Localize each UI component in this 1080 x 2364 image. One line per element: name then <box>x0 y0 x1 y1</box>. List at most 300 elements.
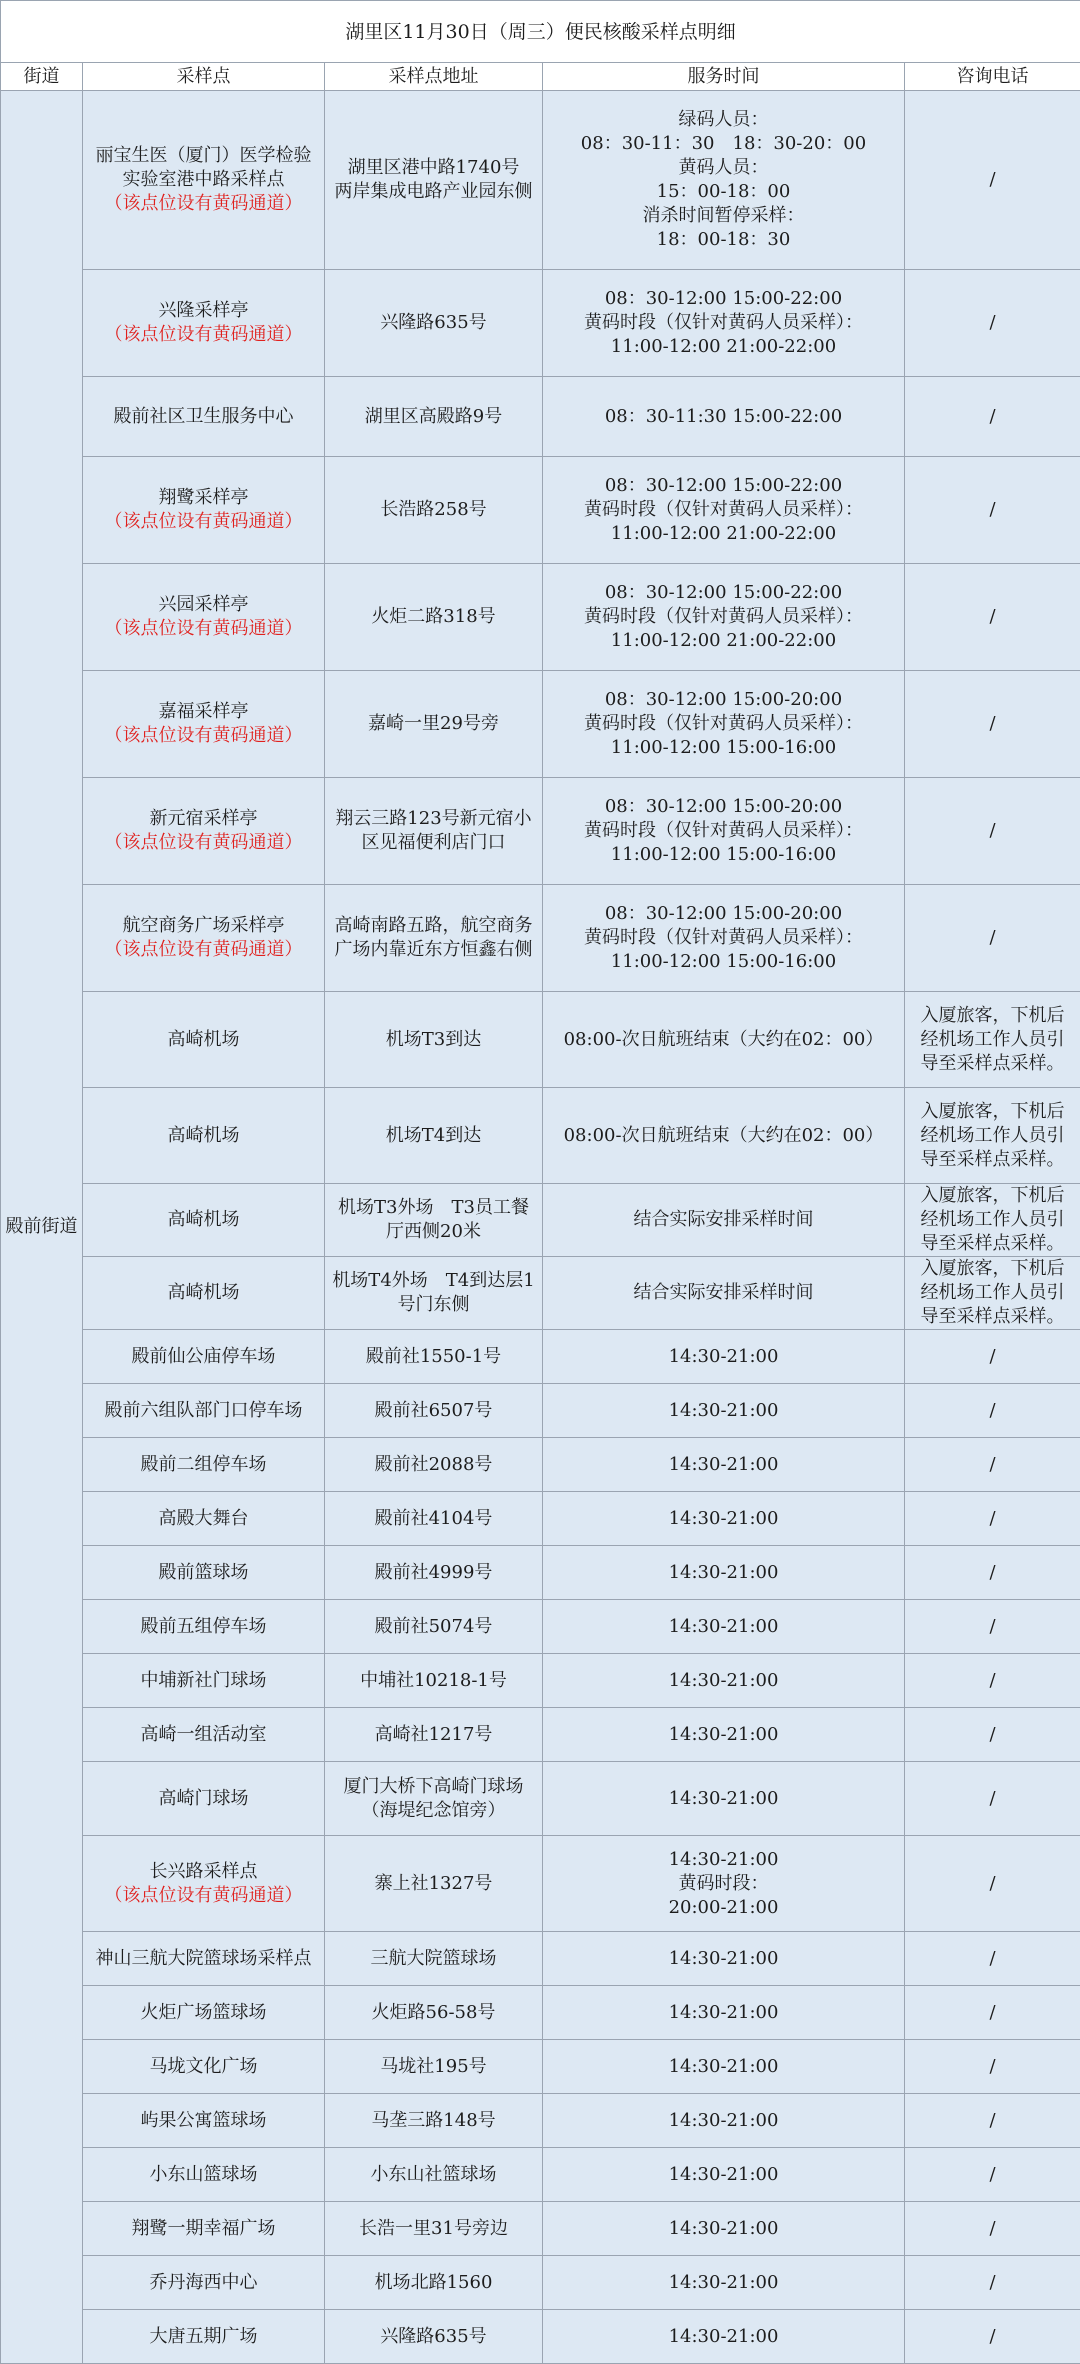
table-row <box>1 1932 1080 1986</box>
address-line: 兴隆路635号 <box>329 2325 538 2349</box>
service-hours-line: 14:30-21:00 <box>547 1723 900 1747</box>
yellow-code-note: （该点位设有黄码通道） <box>87 831 320 855</box>
service-hours-cell <box>543 1438 905 1492</box>
address-cell <box>325 2040 543 2094</box>
service-hours-line: 结合实际安排采样时间 <box>547 1208 900 1232</box>
phone-line: 经机场工作人员引 <box>911 1208 1074 1232</box>
site-name-line: 火炬广场篮球场 <box>87 2001 320 2025</box>
address-cell <box>325 1654 543 1708</box>
site-name-line: 殿前六组队部门口停车场 <box>87 1399 320 1423</box>
phone-cell <box>905 671 1080 778</box>
address-line: 火炬路56-58号 <box>329 2001 538 2025</box>
phone-cell <box>905 2256 1080 2310</box>
address-cell <box>325 671 543 778</box>
service-hours-line: 11:00-12:00 21:00-22:00 <box>547 335 900 359</box>
address-line: 湖里区港中路1740号 <box>329 156 538 180</box>
table-row <box>1 2310 1080 2364</box>
site-name-line: 中埔新社门球场 <box>87 1669 320 1693</box>
service-hours-line: 14:30-21:00 <box>547 2325 900 2349</box>
phone-line: / <box>911 1399 1074 1423</box>
service-hours-line: 11:00-12:00 21:00-22:00 <box>547 522 900 546</box>
table-row <box>1 1836 1080 1932</box>
table-row <box>1 2094 1080 2148</box>
table-row <box>1 1492 1080 1546</box>
phone-cell <box>905 564 1080 671</box>
table-row <box>1 1384 1080 1438</box>
phone-line: 入厦旅客，下机后 <box>911 1100 1074 1124</box>
site-cell <box>83 1438 325 1492</box>
phone-line: / <box>911 1872 1074 1896</box>
yellow-code-note: （该点位设有黄码通道） <box>87 938 320 962</box>
address-cell <box>325 1088 543 1184</box>
yellow-code-note: （该点位设有黄码通道） <box>87 617 320 641</box>
table-row <box>1 91 1080 270</box>
address-cell <box>325 564 543 671</box>
table-row <box>1 1438 1080 1492</box>
site-name-line: 神山三航大院篮球场采样点 <box>87 1947 320 1971</box>
site-cell <box>83 1492 325 1546</box>
address-cell <box>325 1257 543 1330</box>
address-cell <box>325 2094 543 2148</box>
address-line: 厦门大桥下高崎门球场 <box>329 1775 538 1799</box>
site-name-line: 殿前五组停车场 <box>87 1615 320 1639</box>
phone-line: 经机场工作人员引 <box>911 1124 1074 1148</box>
phone-line: / <box>911 2001 1074 2025</box>
table-row <box>1 1708 1080 1762</box>
table-row <box>1 1546 1080 1600</box>
address-line: 号门东侧 <box>329 1293 538 1317</box>
service-hours-cell <box>543 885 905 992</box>
address-line: 机场北路1560 <box>329 2271 538 2295</box>
phone-line: / <box>911 2163 1074 2187</box>
site-cell <box>83 778 325 885</box>
address-line: 嘉崎一里29号旁 <box>329 712 538 736</box>
phone-cell <box>905 2148 1080 2202</box>
site-cell <box>83 2202 325 2256</box>
service-hours-line: 15：00-18：00 <box>547 180 900 204</box>
address-line: 殿前社5074号 <box>329 1615 538 1639</box>
site-name-line: 长兴路采样点 <box>87 1860 320 1884</box>
header-street: 街道 <box>1 63 83 91</box>
service-hours-cell <box>543 1546 905 1600</box>
phone-line: 经机场工作人员引 <box>911 1281 1074 1305</box>
phone-line: 导至采样点采样。 <box>911 1148 1074 1172</box>
address-cell <box>325 1330 543 1384</box>
phone-cell <box>905 91 1080 270</box>
service-hours-line: 11:00-12:00 15:00-16:00 <box>547 736 900 760</box>
service-hours-line: 结合实际安排采样时间 <box>547 1281 900 1305</box>
address-line: 翔云三路123号新元宿小 <box>329 807 538 831</box>
address-cell <box>325 2256 543 2310</box>
service-hours-line: 14:30-21:00 <box>547 1561 900 1585</box>
service-hours-line: 18：00-18：30 <box>547 228 900 252</box>
service-hours-line: 14:30-21:00 <box>547 1947 900 1971</box>
service-hours-cell <box>543 2094 905 2148</box>
address-line: 火炬二路318号 <box>329 605 538 629</box>
site-name-line: 高殿大舞台 <box>87 1507 320 1531</box>
address-cell <box>325 2148 543 2202</box>
service-hours-line: 14:30-21:00 <box>547 2055 900 2079</box>
address-line: 殿前社1550-1号 <box>329 1345 538 1369</box>
service-hours-line: 11:00-12:00 15:00-16:00 <box>547 950 900 974</box>
address-cell <box>325 1492 543 1546</box>
address-line: 机场T4到达 <box>329 1124 538 1148</box>
service-hours-line: 14:30-21:00 <box>547 1453 900 1477</box>
service-hours-line: 黄码时段（仅针对黄码人员采样）： <box>547 311 900 335</box>
header-row <box>1 63 1080 91</box>
table-row <box>1 2040 1080 2094</box>
service-hours-cell <box>543 1184 905 1257</box>
address-line: 马垅社195号 <box>329 2055 538 2079</box>
phone-cell <box>905 1330 1080 1384</box>
site-name-line: 乔丹海西中心 <box>87 2271 320 2295</box>
service-hours-line: 08：30-12:00 15:00-22:00 <box>547 581 900 605</box>
service-hours-cell <box>543 1384 905 1438</box>
phone-cell <box>905 2094 1080 2148</box>
phone-line: / <box>911 2217 1074 2241</box>
address-cell <box>325 377 543 457</box>
phone-cell <box>905 1438 1080 1492</box>
service-hours-cell <box>543 1762 905 1836</box>
yellow-code-note: （该点位设有黄码通道） <box>87 510 320 534</box>
service-hours-line: 08：30-11:30 15:00-22:00 <box>547 405 900 429</box>
address-line: 殿前社4104号 <box>329 1507 538 1531</box>
phone-line: / <box>911 1723 1074 1747</box>
service-hours-line: 14:30-21:00 <box>547 1399 900 1423</box>
service-hours-cell <box>543 377 905 457</box>
service-hours-line: 黄码时段（仅针对黄码人员采样）： <box>547 712 900 736</box>
table-row <box>1 564 1080 671</box>
service-hours-line: 14:30-21:00 <box>547 2109 900 2133</box>
site-cell <box>83 1986 325 2040</box>
header-address: 采样点地址 <box>325 63 543 91</box>
site-cell <box>83 1932 325 1986</box>
service-hours-line: 08：30-12:00 15:00-22:00 <box>547 474 900 498</box>
table-row <box>1 377 1080 457</box>
table-row <box>1 885 1080 992</box>
service-hours-line: 14:30-21:00 <box>547 2001 900 2025</box>
address-line: 寨上社1327号 <box>329 1872 538 1896</box>
phone-line: 导至采样点采样。 <box>911 1232 1074 1256</box>
address-line: 两岸集成电路产业园东侧 <box>329 180 538 204</box>
service-hours-cell <box>543 778 905 885</box>
address-cell <box>325 1932 543 1986</box>
service-hours-line: 08：30-12:00 15:00-22:00 <box>547 287 900 311</box>
phone-line: / <box>911 605 1074 629</box>
phone-line: / <box>911 1615 1074 1639</box>
table-row <box>1 1330 1080 1384</box>
address-line: 机场T3外场 T3员工餐 <box>329 1196 538 1220</box>
site-name-line: 马垅文化广场 <box>87 2055 320 2079</box>
site-cell <box>83 2040 325 2094</box>
table-row <box>1 1762 1080 1836</box>
site-cell <box>83 91 325 270</box>
phone-cell <box>905 2310 1080 2364</box>
address-cell <box>325 1762 543 1836</box>
phone-line: / <box>911 2055 1074 2079</box>
site-name-line: 新元宿采样亭 <box>87 807 320 831</box>
title-row <box>1 1 1080 63</box>
site-name-line: 兴隆采样亭 <box>87 299 320 323</box>
site-name-line: 嘉福采样亭 <box>87 700 320 724</box>
service-hours-cell <box>543 1257 905 1330</box>
service-hours-line: 08：30-11：30 18：30-20：00 <box>547 132 900 156</box>
site-cell <box>83 1184 325 1257</box>
site-name-line: 高崎机场 <box>87 1281 320 1305</box>
address-cell <box>325 1708 543 1762</box>
phone-cell <box>905 1762 1080 1836</box>
phone-line: / <box>911 1669 1074 1693</box>
service-hours-cell <box>543 1708 905 1762</box>
site-cell <box>83 885 325 992</box>
address-line: 高崎南路五路，航空商务 <box>329 914 538 938</box>
service-hours-cell <box>543 564 905 671</box>
site-cell <box>83 1654 325 1708</box>
site-cell <box>83 1384 325 1438</box>
site-cell <box>83 1708 325 1762</box>
service-hours-cell <box>543 1492 905 1546</box>
page-title: 湖里区11月30日（周三）便民核酸采样点明细 <box>1 1 1080 63</box>
address-cell <box>325 992 543 1088</box>
phone-line: 入厦旅客，下机后 <box>911 1184 1074 1208</box>
address-line: 马垄三路148号 <box>329 2109 538 2133</box>
phone-cell <box>905 2040 1080 2094</box>
phone-cell <box>905 1492 1080 1546</box>
service-hours-cell <box>543 2310 905 2364</box>
phone-cell <box>905 1088 1080 1184</box>
service-hours-cell <box>543 1600 905 1654</box>
service-hours-line: 绿码人员： <box>547 108 900 132</box>
service-hours-line: 黄码人员： <box>547 156 900 180</box>
site-name-line: 丽宝生医（厦门）医学检验 <box>87 144 320 168</box>
service-hours-line: 14:30-21:00 <box>547 2271 900 2295</box>
site-name-line: 实验室港中路采样点 <box>87 168 320 192</box>
table-row <box>1 270 1080 377</box>
service-hours-line: 14:30-21:00 <box>547 2217 900 2241</box>
service-hours-line: 14:30-21:00 <box>547 1787 900 1811</box>
service-hours-cell <box>543 2256 905 2310</box>
address-line: 机场T3到达 <box>329 1028 538 1052</box>
phone-line: / <box>911 1561 1074 1585</box>
phone-line: 入厦旅客，下机后 <box>911 1004 1074 1028</box>
service-hours-cell <box>543 671 905 778</box>
phone-cell <box>905 1932 1080 1986</box>
service-hours-cell <box>543 1654 905 1708</box>
phone-cell <box>905 1546 1080 1600</box>
phone-line: / <box>911 1507 1074 1531</box>
service-hours-cell <box>543 1836 905 1932</box>
address-cell <box>325 1546 543 1600</box>
phone-cell <box>905 1257 1080 1330</box>
service-hours-line: 14:30-21:00 <box>547 1507 900 1531</box>
site-name-line: 殿前仙公庙停车场 <box>87 1345 320 1369</box>
phone-cell <box>905 2202 1080 2256</box>
phone-cell <box>905 1986 1080 2040</box>
service-hours-line: 14:30-21:00 <box>547 2163 900 2187</box>
service-hours-line: 黄码时段（仅针对黄码人员采样）： <box>547 926 900 950</box>
table-row <box>1 1088 1080 1184</box>
service-hours-line: 08：30-12:00 15:00-20:00 <box>547 688 900 712</box>
site-name-line: 殿前篮球场 <box>87 1561 320 1585</box>
phone-line: 入厦旅客，下机后 <box>911 1257 1074 1281</box>
site-cell <box>83 457 325 564</box>
site-cell <box>83 2256 325 2310</box>
site-name-line: 高崎机场 <box>87 1028 320 1052</box>
yellow-code-note: （该点位设有黄码通道） <box>87 724 320 748</box>
table-row <box>1 1600 1080 1654</box>
table-row <box>1 1257 1080 1330</box>
site-name-line: 翔鹭一期幸福广场 <box>87 2217 320 2241</box>
site-cell <box>83 671 325 778</box>
service-hours-line: 黄码时段（仅针对黄码人员采样）： <box>547 605 900 629</box>
table-row <box>1 457 1080 564</box>
phone-line: / <box>911 926 1074 950</box>
phone-line: / <box>911 498 1074 522</box>
service-hours-line: 黄码时段： <box>547 1872 900 1896</box>
address-line: 广场内靠近东方恒鑫右侧 <box>329 938 538 962</box>
service-hours-line: 14:30-21:00 <box>547 1615 900 1639</box>
service-hours-line: 14:30-21:00 <box>547 1669 900 1693</box>
service-hours-cell <box>543 2148 905 2202</box>
phone-cell <box>905 377 1080 457</box>
site-cell <box>83 2148 325 2202</box>
phone-line: / <box>911 405 1074 429</box>
service-hours-cell <box>543 2202 905 2256</box>
address-cell <box>325 778 543 885</box>
address-cell <box>325 1184 543 1257</box>
service-hours-cell <box>543 457 905 564</box>
address-cell <box>325 2310 543 2364</box>
site-cell <box>83 1762 325 1836</box>
phone-line: / <box>911 819 1074 843</box>
phone-line: / <box>911 1787 1074 1811</box>
site-cell <box>83 2310 325 2364</box>
table-row <box>1 671 1080 778</box>
service-hours-line: 黄码时段（仅针对黄码人员采样）： <box>547 498 900 522</box>
site-cell <box>83 1600 325 1654</box>
address-line: 厅西侧20米 <box>329 1220 538 1244</box>
phone-cell <box>905 1708 1080 1762</box>
site-name-line: 小东山篮球场 <box>87 2163 320 2187</box>
site-cell <box>83 270 325 377</box>
phone-line: / <box>911 2109 1074 2133</box>
table-row <box>1 1184 1080 1257</box>
address-cell <box>325 1836 543 1932</box>
address-cell <box>325 91 543 270</box>
table-row <box>1 778 1080 885</box>
address-line: 湖里区高殿路9号 <box>329 405 538 429</box>
service-hours-line: 消杀时间暂停采样： <box>547 204 900 228</box>
phone-line: / <box>911 2271 1074 2295</box>
service-hours-line: 08:00-次日航班结束（大约在02：00） <box>547 1028 900 1052</box>
service-hours-line: 08：30-12:00 15:00-20:00 <box>547 902 900 926</box>
header-hours: 服务时间 <box>543 63 905 91</box>
service-hours-line: 14:30-21:00 <box>547 1345 900 1369</box>
address-line: 机场T4外场 T4到达层1 <box>329 1269 538 1293</box>
address-line: 长浩一里31号旁边 <box>329 2217 538 2241</box>
phone-line: / <box>911 2325 1074 2349</box>
site-cell <box>83 1836 325 1932</box>
site-name-line: 高崎一组活动室 <box>87 1723 320 1747</box>
service-hours-line: 14:30-21:00 <box>547 1848 900 1872</box>
service-hours-line: 08:00-次日航班结束（大约在02：00） <box>547 1124 900 1148</box>
yellow-code-note: （该点位设有黄码通道） <box>87 1884 320 1908</box>
table-row <box>1 1654 1080 1708</box>
site-name-line: 翔鹭采样亭 <box>87 486 320 510</box>
address-cell <box>325 457 543 564</box>
site-name-line: 航空商务广场采样亭 <box>87 914 320 938</box>
table-row <box>1 1986 1080 2040</box>
site-cell <box>83 2094 325 2148</box>
table-row <box>1 2202 1080 2256</box>
site-cell <box>83 1257 325 1330</box>
address-line: 长浩路258号 <box>329 498 538 522</box>
service-hours-cell <box>543 1330 905 1384</box>
address-cell <box>325 885 543 992</box>
site-name-line: 屿果公寓篮球场 <box>87 2109 320 2133</box>
address-line: 中埔社10218-1号 <box>329 1669 538 1693</box>
site-cell <box>83 1546 325 1600</box>
address-line: 区见福便利店门口 <box>329 831 538 855</box>
service-hours-cell <box>543 2040 905 2094</box>
site-name-line: 殿前二组停车场 <box>87 1453 320 1477</box>
site-cell <box>83 992 325 1088</box>
phone-cell <box>905 885 1080 992</box>
service-hours-cell <box>543 1932 905 1986</box>
yellow-code-note: （该点位设有黄码通道） <box>87 323 320 347</box>
address-line: 殿前社6507号 <box>329 1399 538 1423</box>
address-cell <box>325 270 543 377</box>
address-cell <box>325 1986 543 2040</box>
site-cell <box>83 1330 325 1384</box>
street-cell: 殿前街道 <box>1 91 83 2364</box>
site-cell <box>83 377 325 457</box>
phone-cell <box>905 1836 1080 1932</box>
phone-cell <box>905 457 1080 564</box>
phone-cell <box>905 778 1080 885</box>
site-name-line: 高崎机场 <box>87 1124 320 1148</box>
phone-line: / <box>911 1947 1074 1971</box>
table-row <box>1 2256 1080 2310</box>
phone-line: 经机场工作人员引 <box>911 1028 1074 1052</box>
address-cell <box>325 1438 543 1492</box>
phone-line: / <box>911 712 1074 736</box>
service-hours-line: 11:00-12:00 21:00-22:00 <box>547 629 900 653</box>
site-name-line: 兴园采样亭 <box>87 593 320 617</box>
header-site: 采样点 <box>83 63 325 91</box>
header-phone: 咨询电话 <box>905 63 1080 91</box>
phone-cell <box>905 992 1080 1088</box>
service-hours-line: 黄码时段（仅针对黄码人员采样）： <box>547 819 900 843</box>
address-cell <box>325 2202 543 2256</box>
address-line: 高崎社1217号 <box>329 1723 538 1747</box>
yellow-code-note: （该点位设有黄码通道） <box>87 192 320 216</box>
phone-cell <box>905 1184 1080 1257</box>
site-name-line: 大唐五期广场 <box>87 2325 320 2349</box>
address-line: 兴隆路635号 <box>329 311 538 335</box>
address-cell <box>325 1600 543 1654</box>
table-row <box>1 2148 1080 2202</box>
site-cell <box>83 564 325 671</box>
service-hours-line: 20:00-21:00 <box>547 1896 900 1920</box>
phone-line: / <box>911 311 1074 335</box>
phone-cell <box>905 270 1080 377</box>
address-line: （海堤纪念馆旁） <box>329 1799 538 1823</box>
service-hours-cell <box>543 1088 905 1184</box>
site-name-line: 高崎门球场 <box>87 1787 320 1811</box>
service-hours-line: 11:00-12:00 15:00-16:00 <box>547 843 900 867</box>
phone-line: / <box>911 1345 1074 1369</box>
